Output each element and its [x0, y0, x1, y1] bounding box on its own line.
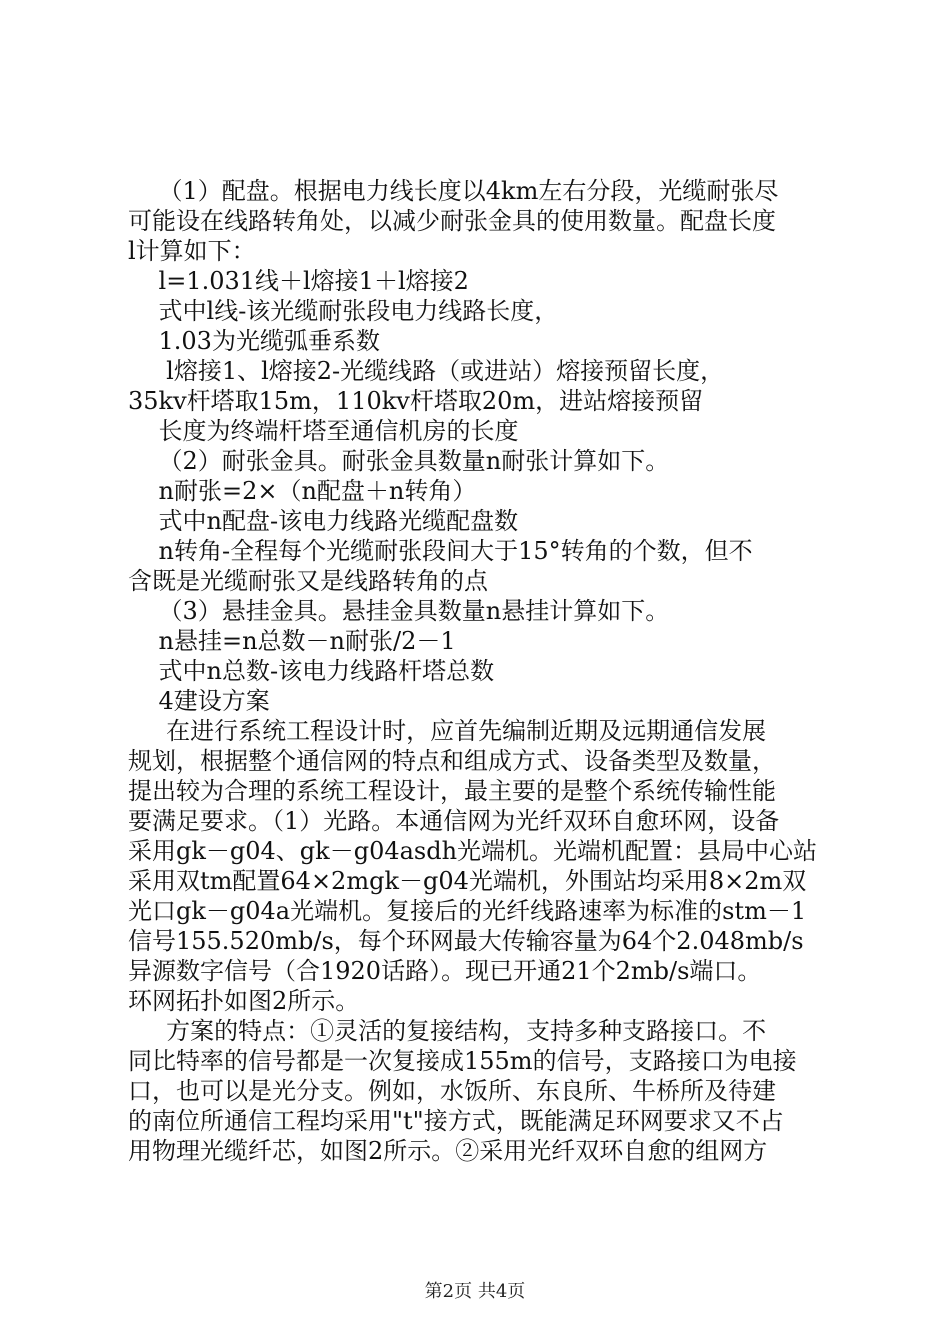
text-line: 环网拓扑如图2所示。	[128, 987, 360, 1015]
text-line: 要满足要求。（1）光路。本通信网为光纤双环自愈环网，设备	[128, 807, 780, 835]
text-line: 式中n总数-该电力线路杆塔总数	[128, 657, 495, 685]
text-line: （1）配盘。根据电力线长度以4km左右分段，光缆耐张尽	[128, 177, 779, 205]
text-line: 式中l线-该光缆耐张段电力线路长度，	[128, 297, 559, 325]
document-body	[128, 176, 828, 1166]
text-line: 采用gk－g04、gk－g04asdh光端机。光端机配置：县局中心站	[128, 837, 818, 865]
text-line: 含既是光缆耐张又是线路转角的点	[128, 567, 488, 595]
text-line: l=1.031线＋l熔接1＋l熔接2	[128, 267, 469, 295]
page-number: 第2页 共4页	[424, 1281, 526, 1302]
text-line: 长度为终端杆塔至通信机房的长度	[128, 417, 519, 445]
text-line: 式中n配盘-该电力线路光缆配盘数	[128, 507, 519, 535]
section-heading: 4建设方案	[128, 687, 270, 715]
text-line: （2）耐张金具。耐张金具数量n耐张计算如下。	[128, 447, 670, 475]
text-line: 口，也可以是光分支。例如，水饭所、东良所、牛桥所及待建	[128, 1077, 776, 1105]
text-line: （3）悬挂金具。悬挂金具数量n悬挂计算如下。	[128, 597, 670, 625]
text-line: 异源数字信号（合1920话路）。现已开通21个2mb/s端口。	[128, 957, 762, 985]
text-line: 方案的特点：①灵活的复接结构，支持多种支路接口。不	[128, 1017, 767, 1045]
text-line: 采用双tm配置64×2mgk－g04光端机，外围站均采用8×2m双	[128, 867, 807, 895]
text-line: 1.03为光缆弧垂系数	[128, 327, 380, 355]
text-line: 同比特率的信号都是一次复接成155m的信号，支路接口为电接	[128, 1047, 797, 1075]
text-line: 在进行系统工程设计时，应首先编制近期及远期通信发展	[128, 717, 767, 745]
text-line: 可能设在线路转角处，以减少耐张金具的使用数量。配盘长度	[128, 207, 776, 235]
text-line: 规划，根据整个通信网的特点和组成方式、设备类型及数量，	[128, 747, 776, 775]
text-line: 信号155.520mb/s，每个环网最大传输容量为64个2.048mb/s	[128, 927, 804, 955]
text-line: 提出较为合理的系统工程设计，最主要的是整个系统传输性能	[128, 777, 776, 805]
text-line: l熔接1、l熔接2-光缆线路（或进站）熔接预留长度，	[128, 357, 725, 385]
text-line: n转角-全程每个光缆耐张段间大于15°转角的个数，但不	[128, 537, 753, 565]
text-line: 光口gk－g04a光端机。复接后的光纤线路速率为标准的stm－1	[128, 897, 807, 925]
text-line: 35kv杆塔取15m，110kv杆塔取20m，进站熔接预留	[128, 387, 704, 415]
text-line: 的南位所通信工程均采用"t"接方式，既能满足环网要求又不占	[128, 1107, 784, 1135]
text-line: n耐张=2×（n配盘＋n转角）	[128, 477, 477, 505]
text-line: l计算如下：	[128, 237, 256, 265]
text-line: n悬挂=n总数－n耐张/2－1	[128, 627, 456, 655]
text-line: 用物理光缆纤芯，如图2所示。②采用光纤双环自愈的组网方	[128, 1137, 768, 1165]
